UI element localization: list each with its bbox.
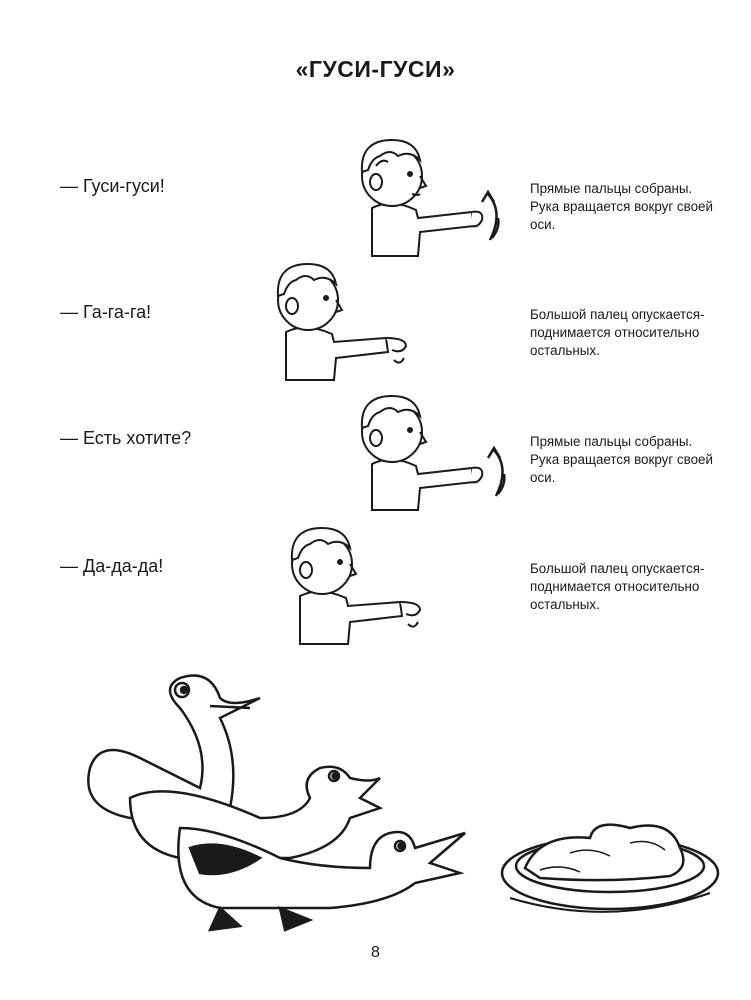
rotation-arrow-icon [484,440,514,500]
gesture-description-2: Большой палец опускается-поднимается относительно остальных. [530,307,705,358]
gesture-description-4: Большой палец опускается-поднимается относительно остальных. [530,561,705,612]
boy-illustration-4 [270,514,430,649]
boy-illustration-3 [336,380,496,515]
verse-line-1: — Гуси-гуси! [60,176,165,196]
page-number: 8 [371,944,380,961]
gesture-description-3: Прямые пальцы собраны. Рука вращается вокруг своей оси. [530,434,713,485]
rotation-arrow-icon [478,184,508,244]
verse-line-2: — Га-га-га! [60,302,152,322]
boy-illustration-1 [332,126,492,261]
page-title: «ГУСИ-ГУСИ» [295,56,456,82]
geese-and-bowl-illustration [70,668,710,938]
verse-line-3: — Есть хотите? [60,428,192,448]
boy-illustration-2 [256,250,416,385]
gesture-description-1: Прямые пальцы собраны. Рука вращается вокруг своей оси. [530,181,713,232]
verse-line-4: — Да-да-да! [60,556,164,576]
